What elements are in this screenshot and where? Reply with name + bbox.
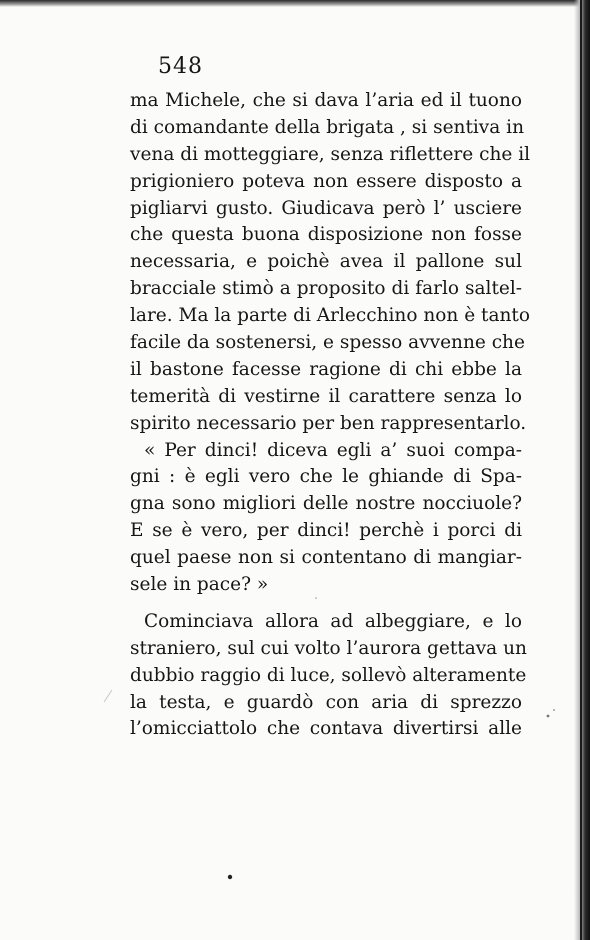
text-line: necessaria, e poichè avea il pallone sul — [130, 251, 522, 273]
paragraph-gap — [130, 599, 522, 609]
text-line: « Per dinci! diceva egli a’ suoi compa- — [144, 439, 522, 461]
text-line: vena di motteggiare, senza riflettere che il — [130, 143, 531, 165]
text-line: E se è vero, per dinci! perchè i porci di — [130, 520, 522, 542]
text-line: gni : è egli vero che le ghiande di Spa- — [130, 466, 522, 488]
text-line: bracciale stimò a proposito di farlo saltel- — [130, 278, 522, 300]
text-line: sele in pace? » — [130, 574, 269, 596]
scan-right-edge — [574, 0, 590, 940]
scan-top-edge — [0, 0, 590, 7]
text-line: facile da sostenersi, e spesso avvenne che — [130, 332, 525, 354]
text-line: che questa buona disposizione non fosse — [130, 224, 522, 246]
text-line: temerità di vestirne il carattere senza lo — [130, 385, 522, 407]
text-line: quel paese non si contentano di mangiar- — [130, 547, 522, 569]
text-line: spirito necessario per ben rappresentarlo. — [130, 412, 527, 434]
text-line: prigioniero poteva non essere disposto a — [130, 170, 522, 192]
text-line: Cominciava allora ad albeggiare, e lo — [144, 610, 522, 632]
page-number: 548 — [158, 54, 203, 79]
text-line: lare. Ma la parte di Arlecchino non è tanto — [130, 305, 530, 327]
book-spine-shadow — [580, 0, 582, 940]
text-line: dubbio raggio di luce, sollevò alteramente — [130, 664, 527, 686]
body-text — [130, 88, 531, 743]
text-line: straniero, sul cui volto l’aurora gettava un — [130, 637, 527, 659]
text-line: il bastone facesse ragione di chi ebbe la — [130, 358, 522, 380]
text-line: gna sono migliori delle nostre nocciuole? — [130, 493, 522, 515]
text-line: l’omicciattolo che contava divertirsi alle — [130, 718, 522, 740]
text-line: ma Michele, che si dava l’aria ed il tuono — [130, 90, 522, 111]
text-line: pigliarvi gusto. Giudicava però l’ usciere — [130, 197, 522, 219]
text-line: la testa, e guardò con aria di sprezzo — [130, 691, 522, 713]
text-line: di comandante della brigata , si sentiva in — [130, 116, 524, 138]
